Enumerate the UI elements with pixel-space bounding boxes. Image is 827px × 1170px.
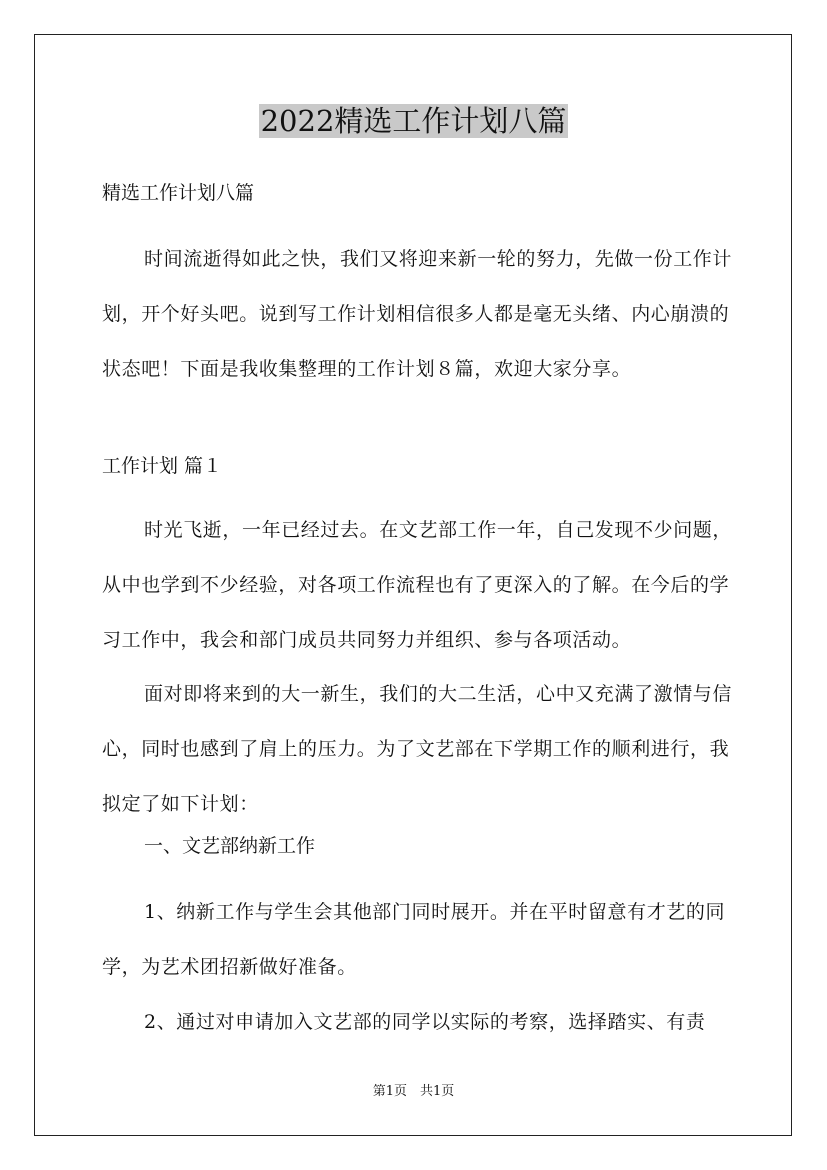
page-footer: 第1页 共1页 [372,1084,455,1099]
subtitle: 精选工作计划八篇 [102,182,255,204]
section-heading: 工作计划 篇１ [102,455,223,477]
document-title [0,100,827,142]
item-2-paragraph: 2、通过对申请加入文艺部的同学以实际的考察，选择踏实、有责 [144,1011,706,1033]
paragraph-2: 面对即将来到的大一新生，我们的大二生活，心中又充满了激情与信心，同时也感到了肩上的压力。为了文艺部在下学期工作的顺利进行，我拟定了如下计划： [102,683,733,815]
title-text: 2022精选工作计划八篇 [260,104,567,138]
intro-paragraph: 时间流逝得如此之快，我们又将迎来新一轮的努力，先做一份工作计划，开个好头吧。说到写工作计划相信很多人都是毫无头绪、内心崩溃的状态吧！下面是我收集整理的工作计划８篇，欢迎大家分享。 [102,248,733,380]
paragraph-1: 时光飞逝，一年已经过去。在文艺部工作一年，自己发现不少问题，从中也学到不少经验，对各项工作流程也有了更深入的了解。在今后的学习工作中，我会和部门成员共同努力并组织、参与各项活动。 [102,519,733,651]
item-1-paragraph: 1、纳新工作与学生会其他部门同时展开。并在平时留意有才艺的同学，为艺术团招新做好准备。 [102,901,726,978]
item-heading: 一、文艺部纳新工作 [144,835,316,857]
